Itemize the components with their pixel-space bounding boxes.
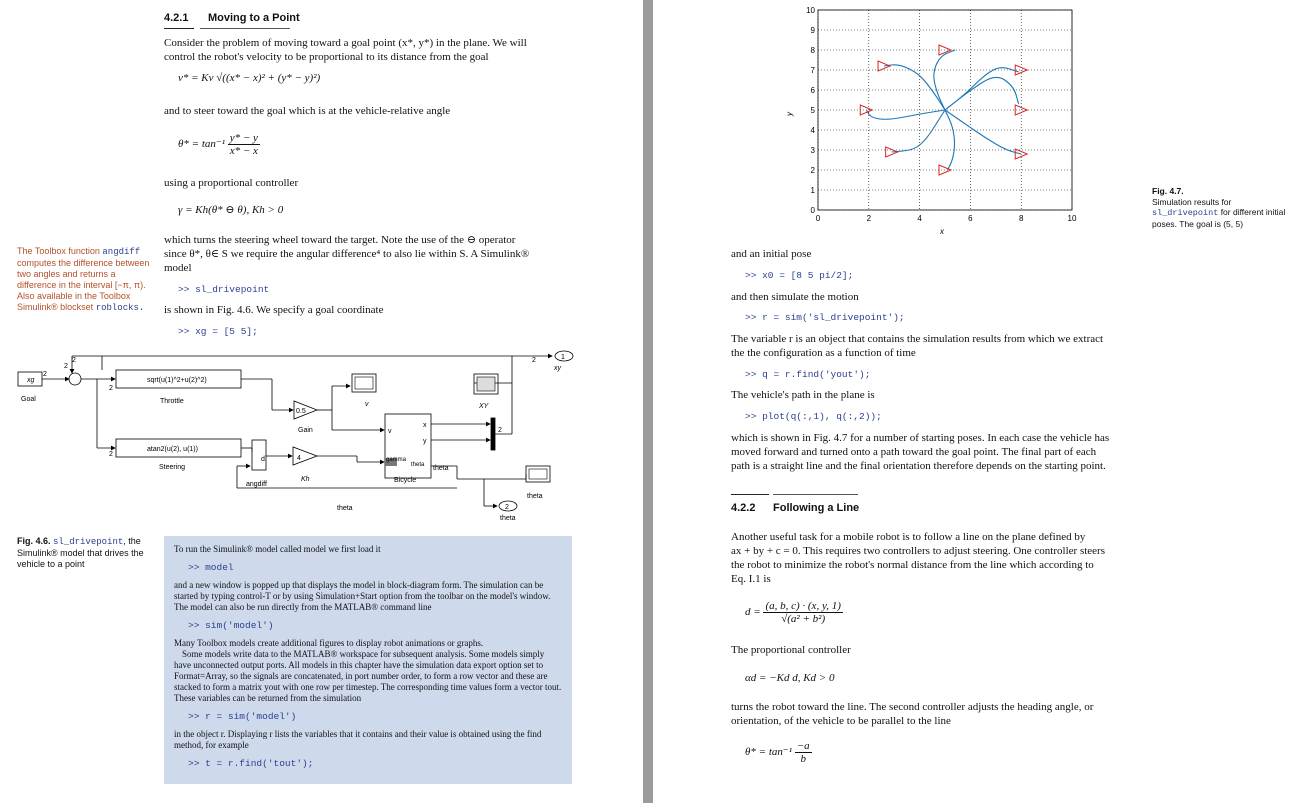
- box-paragraph: To run the Simulink® model called model we first load it: [174, 544, 381, 554]
- caption-function: sl_drivepoint: [53, 537, 124, 547]
- section-rule: [731, 494, 769, 495]
- trajectory-line: [892, 110, 945, 152]
- throttle-label: Throttle: [160, 398, 184, 405]
- caption-label: Fig. 4.6.: [17, 536, 51, 546]
- angdiff-block: [252, 440, 266, 470]
- angdiff-label: angdiff: [246, 481, 267, 488]
- box-code: >> r = sim('model'): [188, 711, 297, 722]
- figure-4-6-caption: [17, 536, 157, 570]
- paragraph-1: [164, 36, 584, 64]
- xg-label: xg: [27, 377, 35, 384]
- y-tick-label: 1: [810, 186, 815, 195]
- code-sl-drivepoint: >> sl_drivepoint: [178, 284, 270, 295]
- theta-out-label: theta: [433, 465, 449, 472]
- box-paragraph: and a new window is popped up that displays the model in block-diagram form. The simulation can be started by typing control-T or by using Simulation+Start option from the toolbar on the model's window. The model can also be run directly from the MATLAB® command line: [174, 580, 551, 612]
- paragraph-variable-r: [731, 332, 1151, 360]
- paragraph-line: which is shown in Fig. 4.7 for a number of starting poses. In each case the vehicle has: [731, 432, 1110, 444]
- equation-numerator: −a: [796, 740, 810, 752]
- y-tick-label: 8: [810, 46, 815, 55]
- code-sim: >> r = sim('sl_drivepoint');: [745, 312, 905, 323]
- section-rule-2: [200, 28, 290, 29]
- margin-note-text: computes the difference between two angles and returns a difference in the interval [−π, π). Also available in the Toolbox Simulink® blockset: [17, 258, 150, 312]
- port-label: 2: [109, 385, 113, 392]
- trajectory-line: [945, 110, 1021, 154]
- paragraph-initial-pose: and an initial pose: [731, 248, 812, 260]
- paragraph-4: [164, 233, 584, 275]
- paragraph-line: moved forward and turned onto a path toward the goal point. The final part of each: [731, 446, 1097, 458]
- xy-scope-label: XY: [479, 403, 489, 410]
- y-tick-label: 10: [806, 6, 815, 15]
- port-label: 2: [109, 451, 113, 458]
- equation-lhs: θ* = tan⁻¹: [178, 138, 225, 151]
- gain-value: 0.5: [296, 408, 306, 415]
- equation-alpha: αd = −Kd d, Kd > 0: [745, 672, 835, 684]
- trajectory-line: [934, 50, 955, 110]
- trajectory-line: [945, 77, 1019, 110]
- box-paragraph: Many Toolbox models create additional figures to display robot animations or graphs.: [174, 638, 484, 648]
- x-tick-label: 4: [917, 214, 922, 223]
- chart-series: [866, 50, 1021, 170]
- info-box-content: [164, 536, 572, 769]
- box-code: >> model: [188, 562, 234, 573]
- xy-scope-screen: [477, 377, 495, 391]
- margin-note: [17, 246, 155, 314]
- y-tick-label: 0: [810, 206, 815, 215]
- bicycle-gamma-port: gamma: [386, 457, 407, 463]
- box-code: >> t = r.find('tout');: [188, 758, 314, 769]
- paragraph-line: The variable r is an object that contains the simulation results from which we extract: [731, 333, 1104, 345]
- figure-4-7-chart: [780, 4, 1080, 236]
- code-xg: >> xg = [5 5];: [178, 326, 258, 337]
- v-scope-screen: [355, 377, 373, 389]
- outport-2-number: 2: [505, 504, 509, 511]
- code-x0: >> x0 = [8 5 pi/2];: [745, 270, 854, 281]
- v-label: v: [365, 401, 369, 408]
- port-label: 2: [498, 427, 502, 434]
- theta-scope-screen: [529, 469, 547, 479]
- margin-note-text: The Toolbox function: [17, 246, 100, 256]
- steering-label: Steering: [159, 464, 186, 471]
- section-title: Following a Line: [773, 502, 860, 514]
- equation-denominator: x* − x: [229, 145, 258, 157]
- port-label: 2: [532, 357, 536, 364]
- bicycle-theta-port: theta: [411, 462, 425, 468]
- trajectory-line: [945, 110, 955, 170]
- caption-text: for different initial poses. The goal is (5, 5): [1152, 207, 1286, 229]
- port-label: 2: [64, 363, 68, 370]
- box-code: >> sim('model'): [188, 620, 274, 631]
- outport-2-label: theta: [500, 515, 516, 522]
- equation-gamma: γ = Kh(θ* ⊖ θ), Kh > 0: [178, 204, 284, 216]
- equation-lhs: d =: [745, 606, 761, 619]
- paragraph-line: path is a straight line and the final orientation therefore depends on the starting point.: [731, 460, 1106, 472]
- kh-value: 4: [297, 455, 301, 462]
- paragraph-line: orientation, of the vehicle to be parallel to the line: [731, 715, 951, 727]
- equation-heading: [745, 740, 812, 765]
- figure-4-7-caption: [1152, 186, 1292, 229]
- trajectory-line: [945, 68, 1019, 110]
- paragraph-5: is shown in Fig. 4.6. We specify a goal coordinate: [164, 304, 384, 316]
- paragraph-line: ax + by + c = 0. This requires two controllers to adjust steering. One controller steers: [731, 545, 1105, 557]
- y-tick-label: 7: [810, 66, 815, 75]
- paragraph-line: model: [164, 262, 192, 274]
- gain-label: Gain: [298, 427, 313, 434]
- equation-theta: [178, 132, 260, 157]
- goal-label: Goal: [21, 396, 36, 403]
- equation-numerator: y* − y: [229, 132, 258, 144]
- y-tick-label: 2: [810, 166, 815, 175]
- paragraph-line: Another useful task for a mobile robot is to follow a line on the plane defined by: [731, 531, 1086, 543]
- kh-label: Kh: [301, 476, 310, 483]
- code-q: >> q = r.find('yout');: [745, 369, 871, 380]
- section-title: Moving to a Point: [208, 12, 300, 24]
- paragraph-figure: [731, 431, 1151, 473]
- paragraph-line: control the robot's velocity to be proportional to its distance from the goal: [164, 51, 489, 63]
- caption-label: Fig. 4.7.: [1152, 186, 1184, 196]
- paragraph-line: since θ*, θ∈ S we require the angular difference⁴ to also lie within S. A Simulink®: [164, 248, 530, 260]
- paragraph-line: Eq. I.1 is: [731, 573, 771, 585]
- paragraph-line: the the configuration as a function of time: [731, 347, 916, 359]
- theta-scope-label: theta: [527, 493, 543, 500]
- x-tick-label: 2: [866, 214, 872, 223]
- bicycle-label: Bicycle: [394, 477, 417, 484]
- equation-denominator: b: [800, 753, 806, 765]
- info-box: [164, 536, 572, 784]
- section-rule: [164, 28, 194, 29]
- box-paragraph: Some models write data to the MATLAB® workspace for subsequent analysis. Some models simply have unconnected output ports. All models in this chapter have the simulation data export option set to Format=Array, so the signals are concatenated, in port number order, to form a row vector and these are stacked to form a matrix yout with one row per timestep. The corresponding time values form a vector tout. These variables can be returned from the simulation: [174, 649, 562, 703]
- caption-text: , the Simulink® model that drives the vehicle to a point: [17, 536, 144, 569]
- sum-block: [69, 373, 81, 385]
- bicycle-v-port: v: [388, 428, 392, 435]
- y-tick-label: 4: [810, 126, 815, 135]
- code-plot: >> plot(q(:,1), q(:,2));: [745, 411, 882, 422]
- x-axis-label: x: [940, 227, 944, 236]
- sqrt-function: sqrt(u(1)^2+u(2)^2): [147, 377, 207, 384]
- atan-function: atan2(u(2), u(1)): [147, 446, 198, 453]
- x-tick-label: 6: [968, 214, 973, 223]
- y-tick-label: 6: [810, 86, 815, 95]
- trajectory-line: [866, 110, 945, 119]
- paragraph-line-following: [731, 530, 1151, 586]
- equation-fraction: [795, 740, 812, 765]
- equation-fraction: [228, 132, 260, 157]
- y-tick-label: 5: [810, 106, 815, 115]
- paragraph-3: using a proportional controller: [164, 177, 299, 189]
- mux-block: [491, 418, 495, 450]
- bicycle-y-port: y: [423, 438, 427, 445]
- margin-note-function: angdiff: [102, 247, 141, 257]
- x-tick-label: 10: [1067, 214, 1077, 223]
- box-paragraph: in the object r. Displaying r lists the variables that it contains and their value is obtained using the find method, for example: [174, 729, 542, 750]
- port-label: 2: [72, 357, 76, 364]
- y-tick-label: 9: [810, 26, 815, 35]
- equation-fraction: [763, 600, 842, 625]
- equation-lhs: θ* = tan⁻¹: [745, 746, 792, 759]
- x-tick-label: 8: [1018, 214, 1024, 223]
- equation-velocity: v* = Kv √((x* − x)² + (y* − y)²): [178, 72, 321, 84]
- paragraph-proportional: The proportional controller: [731, 644, 851, 656]
- paragraph-simulate: and then simulate the motion: [731, 291, 859, 303]
- outport-1-number: 1: [561, 354, 565, 361]
- paragraph-path: The vehicle's path in the plane is: [731, 389, 875, 401]
- y-tick-label: 3: [810, 146, 815, 155]
- caption-function: sl_drivepoint: [1152, 208, 1219, 218]
- equation-denominator: √(a² + b²): [781, 613, 826, 625]
- section-rule-2: [773, 494, 858, 495]
- equation-distance: [745, 600, 843, 625]
- paragraph-line: the robot to minimize the robot's normal distance from the line which according to: [731, 559, 1094, 571]
- simulink-diagram: [12, 348, 587, 528]
- equation-numerator: (a, b, c) · (x, y, 1): [765, 600, 841, 612]
- d-label: d: [261, 456, 265, 463]
- section-number: 4.2.2: [731, 502, 756, 514]
- paragraph-line: which turns the steering wheel toward the target. Note the use of the ⊖ operator: [164, 234, 516, 246]
- caption-text: Simulation results for: [1152, 196, 1232, 207]
- page-divider: [643, 0, 653, 803]
- y-axis-label: y: [785, 112, 794, 116]
- x-tick-label: 0: [815, 214, 821, 223]
- paragraph-2: and to steer toward the goal which is at the vehicle-relative angle: [164, 105, 451, 117]
- outport-1-label: xy: [554, 365, 561, 372]
- paragraph-line: Consider the problem of moving toward a goal point (x*, y*) in the plane. We will: [164, 37, 527, 49]
- paragraph-heading: [731, 700, 1151, 728]
- section-number: 4.2.1: [164, 12, 189, 24]
- margin-note-blockset: roblocks.: [95, 303, 145, 313]
- bicycle-x-port: x: [423, 422, 427, 429]
- port-label: 2: [43, 371, 47, 378]
- paragraph-line: turns the robot toward the line. The second controller adjusts the heading angle, or: [731, 701, 1094, 713]
- theta-line-label: theta: [337, 505, 353, 512]
